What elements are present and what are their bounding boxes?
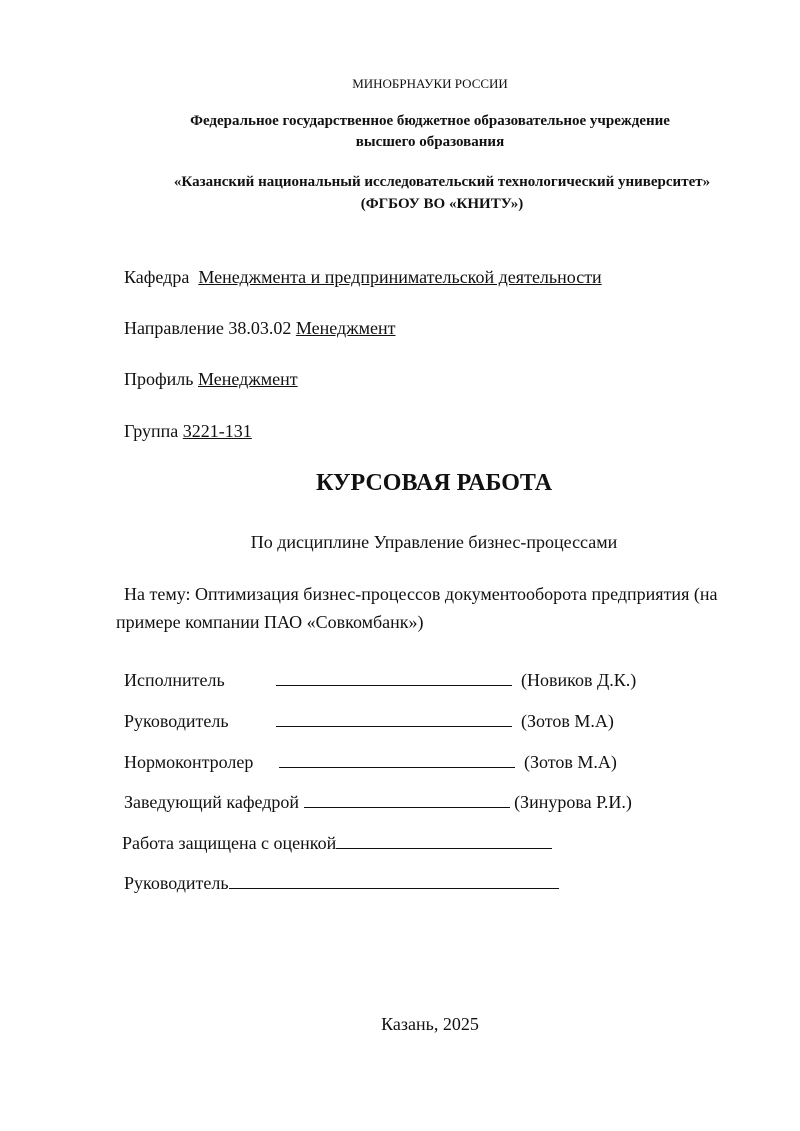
department-label: Кафедра (124, 267, 190, 287)
signature-supervisor (124, 708, 614, 732)
executor-label: Исполнитель (124, 670, 225, 690)
grade-label: Работа защищена с оценкой (122, 833, 337, 853)
signature-executor (124, 667, 636, 691)
topic-text: На тему: Оптимизация бизнес-процессов документооборота предприятия (на примере компании ПАО «Совкомбанк») (116, 584, 718, 632)
supervisor2-label: Руководитель (124, 873, 229, 893)
organization-line-1: Федеральное государственное бюджетное образовательное учреждение (190, 113, 670, 129)
supervisor-label: Руководитель (124, 711, 229, 731)
head-name: (Зинурова Р.И.) (514, 792, 632, 812)
profile-field (124, 369, 298, 390)
head-signature-line (304, 789, 510, 808)
normcontrol-name: (Зотов М.А) (524, 752, 617, 772)
profile-label: Профиль (124, 369, 194, 389)
ministry-name: МИНОБРНАУКИ РОССИИ (352, 76, 508, 91)
normcontrol-signature-line (279, 749, 515, 768)
discipline-line: По дисциплине Управление бизнес-процессами (250, 532, 618, 552)
direction-value: Менеджмент (295, 318, 396, 338)
supervisor2-signature-line (229, 870, 559, 889)
organization-line-2: высшего образования (355, 134, 505, 150)
group-field (124, 421, 252, 442)
direction-field (124, 318, 396, 339)
university-abbreviation: (ФГБОУ ВО «КНИТУ») (360, 196, 524, 212)
supervisor-name: (Зотов М.А) (521, 711, 614, 731)
signature-normcontrol (124, 749, 617, 773)
grade-line (336, 830, 552, 849)
topic-paragraph (116, 580, 756, 636)
signature-head (124, 789, 632, 813)
organization-name (30, 111, 800, 153)
executor-name: (Новиков Д.К.) (521, 670, 637, 690)
city-year: Казань, 2025 (381, 1014, 479, 1034)
university-full-name: «Казанский национальный исследовательский технологический университет» (173, 174, 711, 190)
direction-label: Направление 38.03.02 (124, 318, 292, 338)
signature-supervisor-final (124, 870, 559, 894)
university-name (42, 171, 800, 215)
document-title: КУРСОВАЯ РАБОТА (315, 470, 553, 496)
supervisor-signature-line (276, 708, 512, 727)
group-value: 3221-131 (182, 421, 252, 441)
grade-field (122, 830, 552, 854)
department-field (124, 267, 602, 288)
executor-signature-line (276, 667, 512, 686)
normcontrol-label: Нормоконтролер (124, 752, 254, 772)
head-label: Заведующий кафедрой (124, 792, 300, 812)
profile-value: Менеджмент (198, 369, 298, 389)
department-value: Менеджмента и предпринимательской деятельности (198, 267, 602, 287)
group-label: Группа (124, 421, 179, 441)
